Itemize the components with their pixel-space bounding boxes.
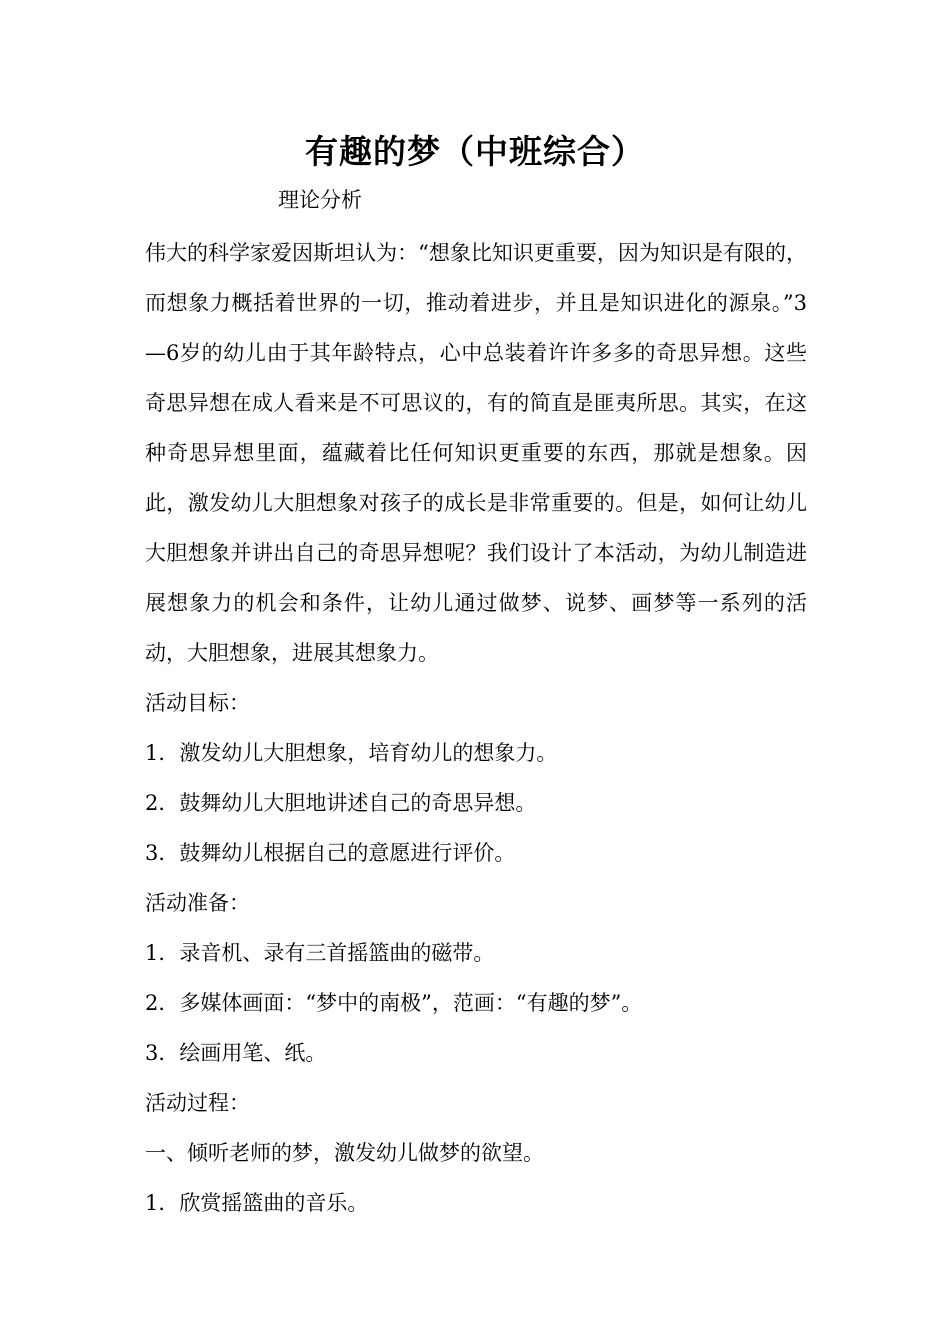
process-item: 一、倾听老师的梦，激发幼儿做梦的欲望。 <box>145 1141 544 1165</box>
document-body <box>145 228 807 1228</box>
prep-heading: 活动准备： <box>145 891 250 915</box>
goal-item: 3．鼓舞幼儿根据自己的意愿进行评价。 <box>145 841 516 865</box>
prep-item: 3．绘画用笔、纸。 <box>145 1041 327 1065</box>
document-title: 有趣的梦（中班综合） <box>305 132 645 171</box>
intro-paragraph: 伟大的科学家爱因斯坦认为：“想象比知识更重要，因为知识是有限的，而想象力概括着世界的一切，推动着进步，并且是知识进化的源泉。”3—6岁的幼儿由于其年龄特点，心中总装着许许多多的奇思异想。这些奇思异想在成人看来是不可思议的，有的简直是匪夷所思。其实，在这种奇思异想里面，蕴藏着比任何知识更重要的东西，那就是想象。因此，激发幼儿大胆想象对孩子的成长是非常重要的。但是，如何让幼儿大胆想象并讲出自己的奇思异想呢？我们设计了本活动，为幼儿制造进展想象力的机会和条件，让幼儿通过做梦、说梦、画梦等一系列的活动，大胆想象，进展其想象力。 <box>145 241 807 665</box>
process-heading: 活动过程： <box>145 1091 250 1115</box>
process-item: 1．欣赏摇篮曲的音乐。 <box>145 1191 369 1215</box>
prep-item: 1．录音机、录有三首摇篮曲的磁带。 <box>145 941 495 965</box>
goals-heading: 活动目标： <box>145 691 250 715</box>
goal-item: 2．鼓舞幼儿大胆地讲述自己的奇思异想。 <box>145 791 537 815</box>
prep-item: 2．多媒体画面：“梦中的南极”，范画：“有趣的梦”。 <box>145 991 643 1015</box>
goal-item: 1．激发幼儿大胆想象，培育幼儿的想象力。 <box>145 741 558 765</box>
section-subtitle: 理论分析 <box>278 188 362 212</box>
